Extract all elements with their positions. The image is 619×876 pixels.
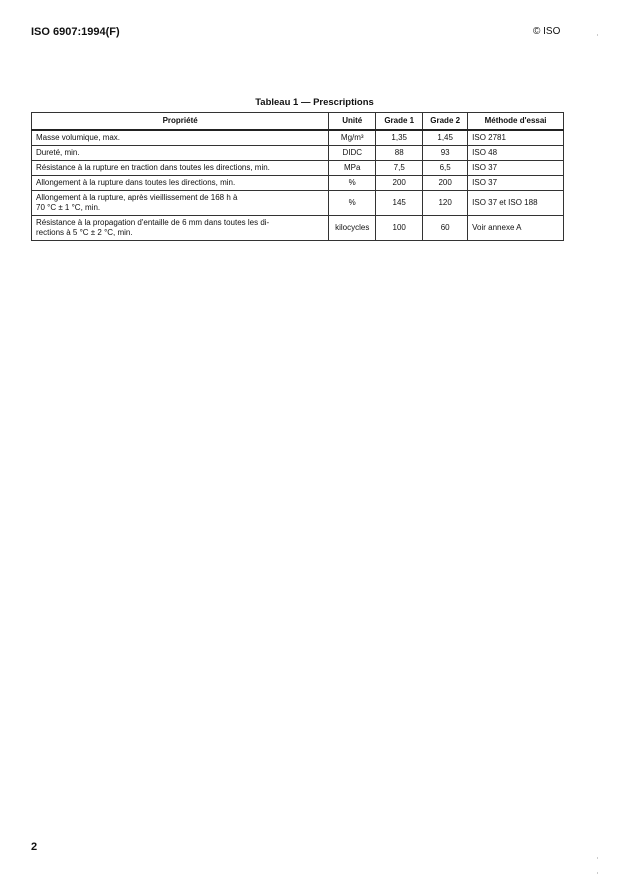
property-line: Allongement à la rupture, après vieillissement de 168 h à xyxy=(36,193,238,202)
method-cell: Voir annexe A xyxy=(468,216,564,241)
property-line: rections à 5 °C ± 2 °C, min. xyxy=(36,228,133,237)
property-cell xyxy=(32,176,329,191)
column-header-grade-1: Grade 1 xyxy=(376,113,423,131)
prescriptions-table xyxy=(31,112,564,241)
scan-speck xyxy=(597,857,598,859)
grade-1-cell: 145 xyxy=(376,191,423,216)
property-line: Allongement à la rupture dans toutes les directions, min. xyxy=(36,178,236,187)
page-number: 2 xyxy=(31,841,38,853)
property-line: Dureté, min. xyxy=(36,148,80,157)
table-row xyxy=(32,130,564,146)
grade-1-cell: 88 xyxy=(376,146,423,161)
unit-cell: MPa xyxy=(329,161,376,176)
property-cell xyxy=(32,191,329,216)
column-header-unit: Unité xyxy=(329,113,376,131)
property-cell xyxy=(32,146,329,161)
method-cell: ISO 2781 xyxy=(468,130,564,146)
method-cell: ISO 37 xyxy=(468,176,564,191)
property-cell xyxy=(32,130,329,146)
unit-cell: Mg/m³ xyxy=(329,130,376,146)
grade-2-cell: 1,45 xyxy=(423,130,468,146)
property-line: Résistance à la propagation d'entaille de 6 mm dans toutes les di- xyxy=(36,218,270,227)
column-header-grade-2: Grade 2 xyxy=(423,113,468,131)
scan-speck xyxy=(597,34,598,36)
table-header-row xyxy=(32,113,564,131)
unit-cell: % xyxy=(329,191,376,216)
method-cell: ISO 48 xyxy=(468,146,564,161)
grade-1-cell: 7,5 xyxy=(376,161,423,176)
property-line: Masse volumique, max. xyxy=(36,133,121,142)
table-caption: Tableau 1 — Prescriptions xyxy=(255,97,374,108)
method-cell: ISO 37 xyxy=(468,161,564,176)
grade-1-cell: 1,35 xyxy=(376,130,423,146)
document-reference: ISO 6907:1994(F) xyxy=(31,26,120,38)
property-cell xyxy=(32,161,329,176)
copyright-mark: © ISO xyxy=(533,26,561,37)
unit-cell: kilocycles xyxy=(329,216,376,241)
method-cell: ISO 37 et ISO 188 xyxy=(468,191,564,216)
unit-cell: % xyxy=(329,176,376,191)
unit-cell: DIDC xyxy=(329,146,376,161)
grade-2-cell: 60 xyxy=(423,216,468,241)
table-row xyxy=(32,176,564,191)
column-header-test-method: Méthode d'essai xyxy=(468,113,564,131)
property-line: 70 °C ± 1 °C, min. xyxy=(36,203,101,212)
grade-2-cell: 120 xyxy=(423,191,468,216)
grade-1-cell: 100 xyxy=(376,216,423,241)
column-header-property: Propriété xyxy=(32,113,329,131)
grade-2-cell: 200 xyxy=(423,176,468,191)
table-row xyxy=(32,146,564,161)
property-line: Résistance à la rupture en traction dans toutes les directions, min. xyxy=(36,163,270,172)
property-cell xyxy=(32,216,329,241)
table-row xyxy=(32,161,564,176)
grade-2-cell: 6,5 xyxy=(423,161,468,176)
grade-2-cell: 93 xyxy=(423,146,468,161)
table-row xyxy=(32,216,564,241)
table-row xyxy=(32,191,564,216)
grade-1-cell: 200 xyxy=(376,176,423,191)
scan-speck xyxy=(597,872,598,874)
